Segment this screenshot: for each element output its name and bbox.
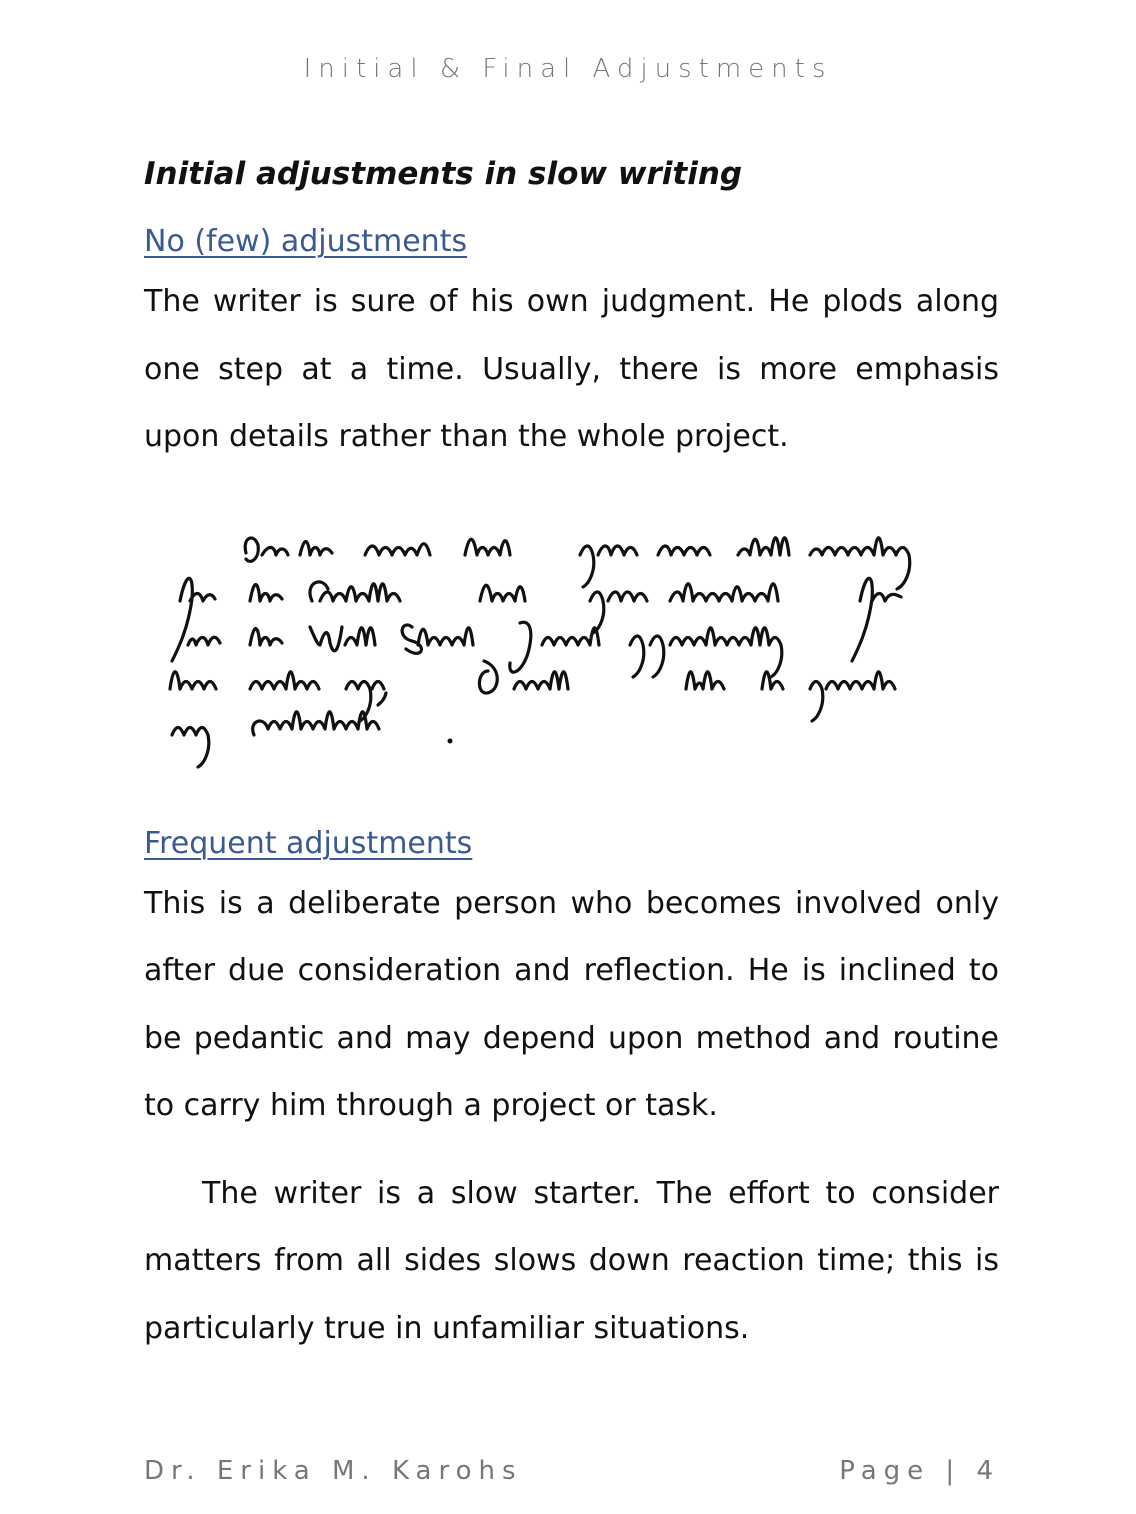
handwriting-line-2 <box>172 578 901 661</box>
paragraph-no-few-adjustments: The writer is sure of his own judgment. He plods along one step at a time. Usually, there is more emphasis upon details rather than the whole project. <box>144 284 999 454</box>
footer-page-number: Page | 4 <box>839 1456 1000 1486</box>
paragraph-frequent-adjustments-1: This is a deliberate person who becomes involved only after due consideration and reflection. He is inclined to be pedantic and may depend upon method and routine to carry him through a project or task. <box>144 885 999 1123</box>
footer-author: Dr. Erika M. Karohs <box>144 1456 523 1486</box>
running-header: Initial & Final Adjustments <box>303 54 833 84</box>
paragraph-frequent-adjustments-2: The writer is a slow starter. The effort to consider matters from all sides slows down reaction time; this is particularly true in unfamiliar situations. <box>144 1175 999 1346</box>
handwriting-line-4 <box>170 661 895 721</box>
section-title: Initial adjustments in slow writing <box>144 156 743 192</box>
handwriting-line-5 <box>172 712 379 767</box>
handwriting-line-3 <box>188 622 782 677</box>
subheading-no-few-adjustments[interactable]: No (few) adjustments <box>144 224 468 259</box>
handwriting-sample-image <box>150 515 1000 805</box>
subheading-frequent-adjustments[interactable]: Frequent adjustments <box>144 825 473 861</box>
handwriting-line-1 <box>245 538 910 589</box>
